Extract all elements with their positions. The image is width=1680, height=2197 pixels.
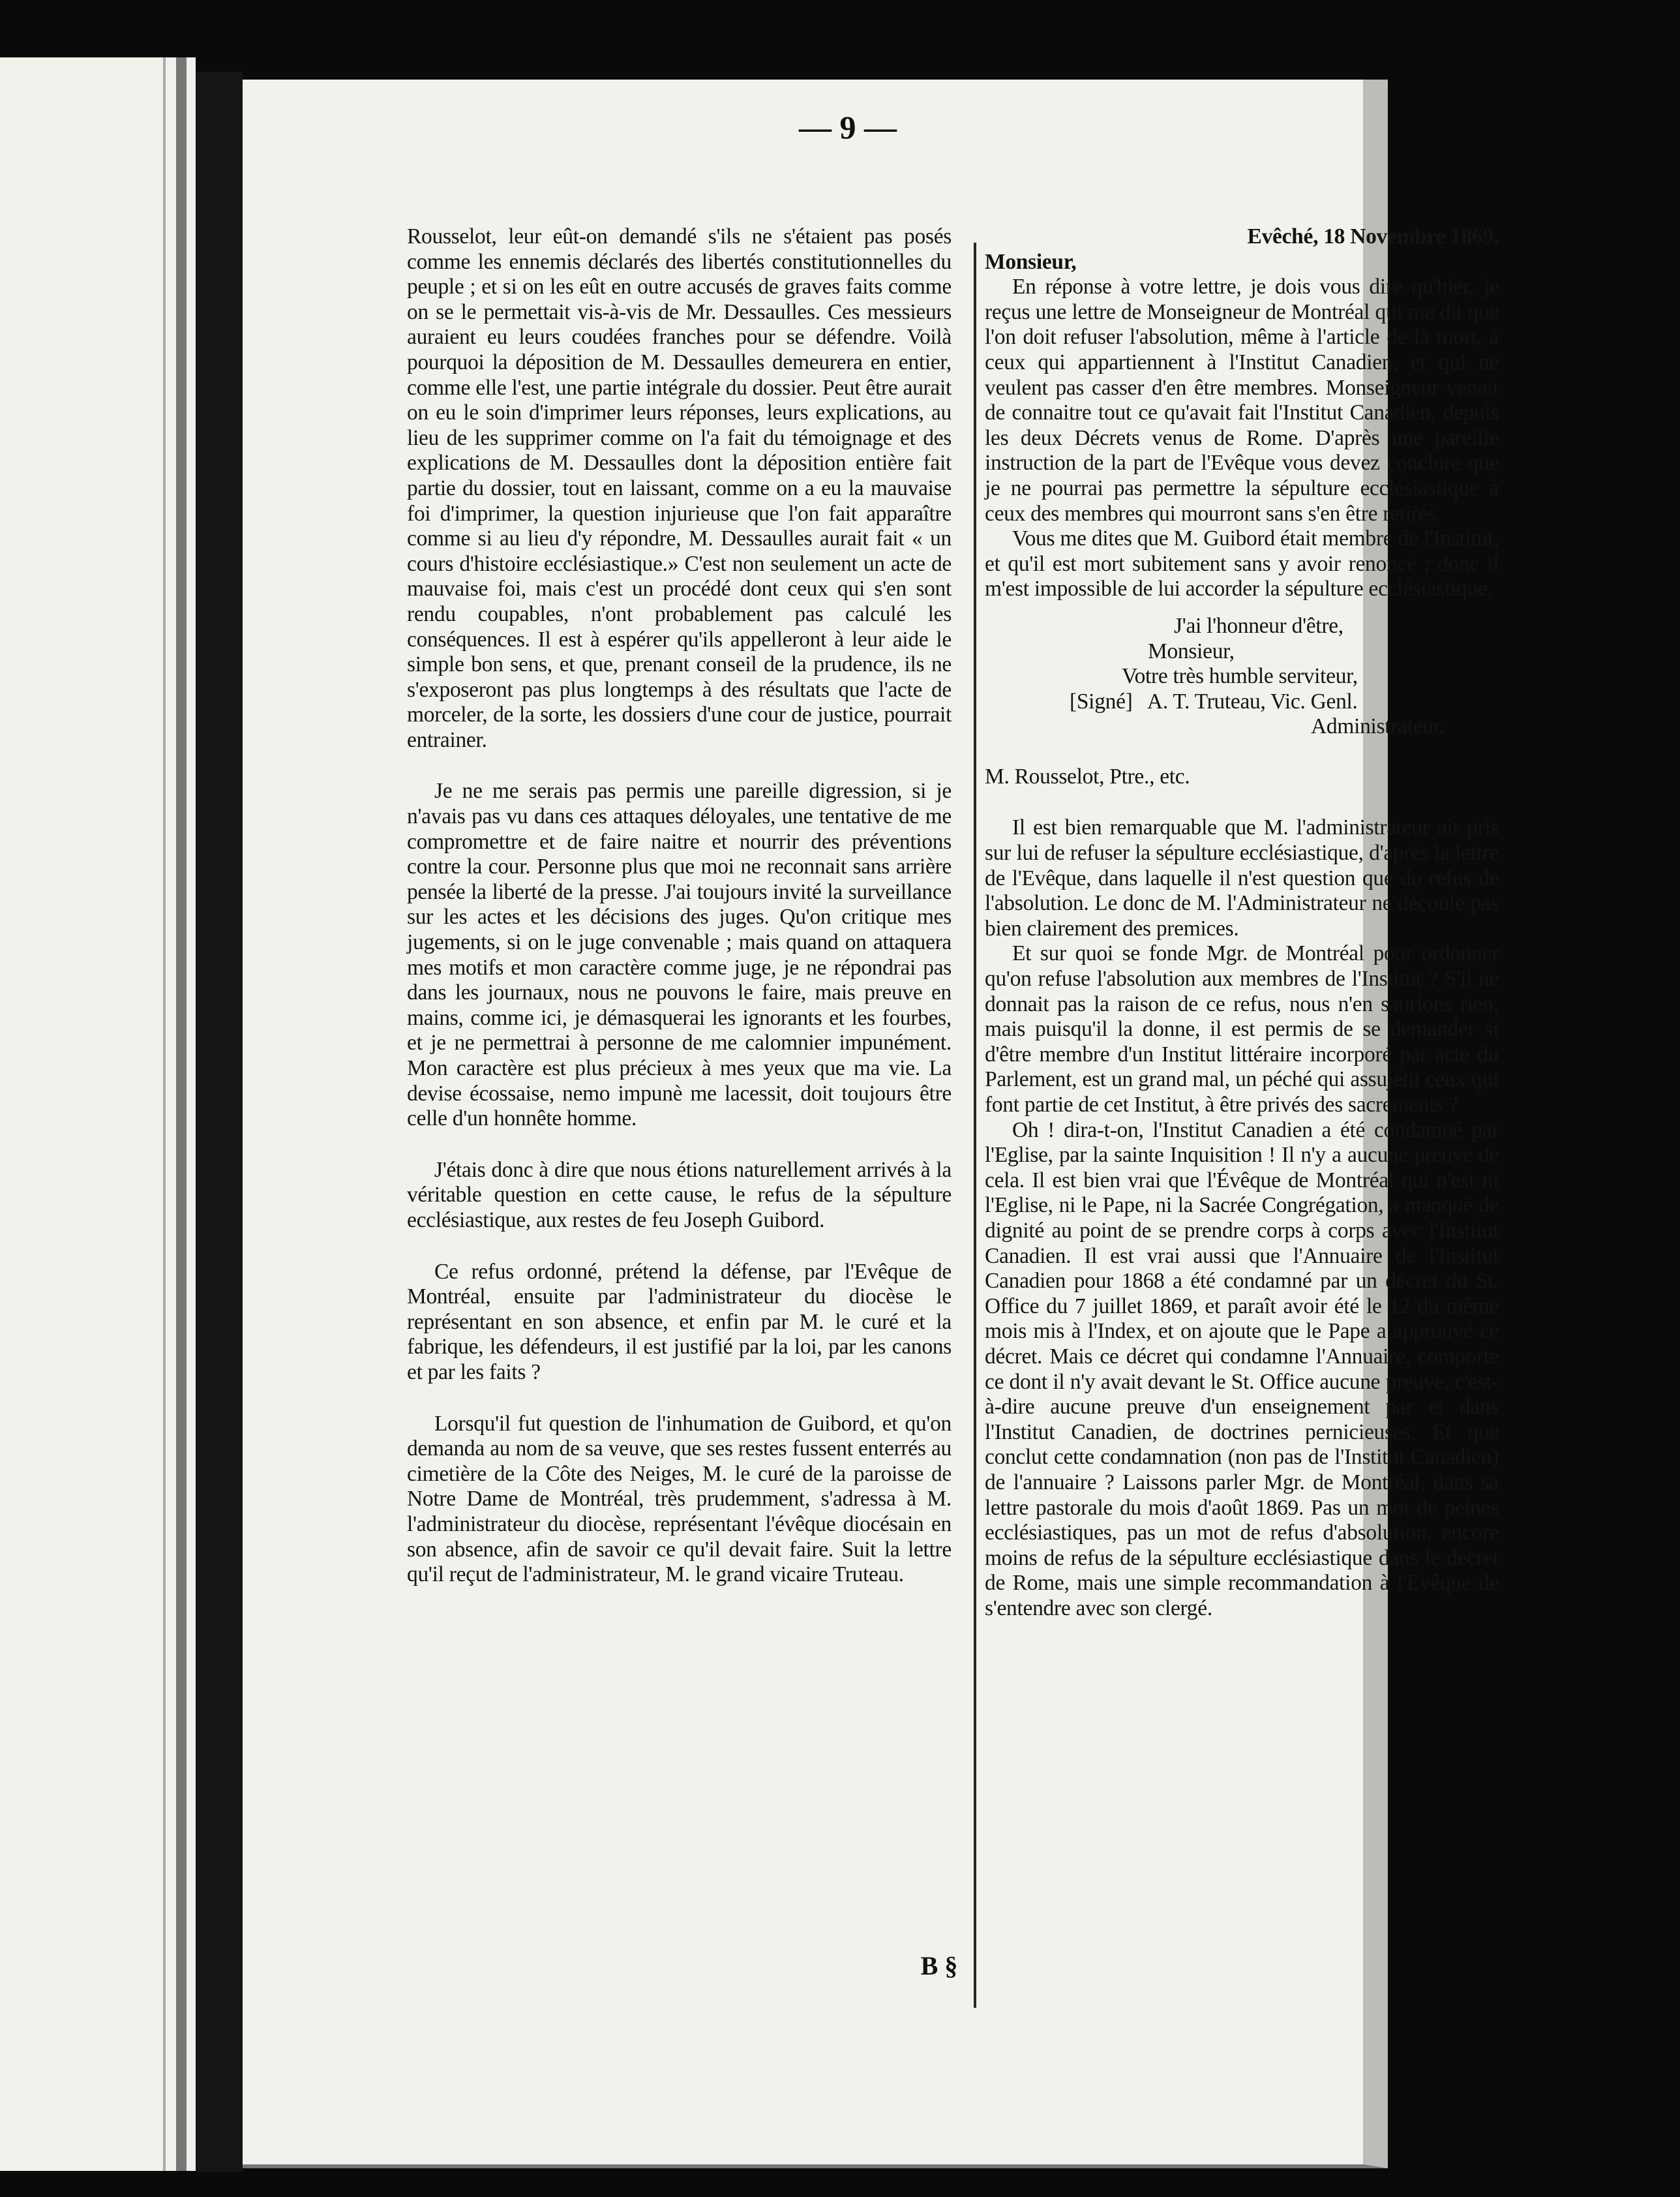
paragraph: Je ne me serais pas permis une pareille digression, si je n'avais pas vu dans ces attaques déloyales, une tentative de me compromettre et de faire naitre et nourrir des préventions contre la cour. Personne plus que moi ne reconnait sans arrière pensée la liberté de la presse. J'ai toujours invité la surveillance sur les actes et les décisions des juges. Qu'on critique mes jugements, si on le juge convenable ; mais quand on attaquera mes motifs et mon caractère comme juge, je ne répondrai pas dans les journaux, nous ne pouvons le faire, mais preuve en mains, comme ici, je démasquerai les ignorants et les fourbes, et je ne permettrai à personne de me calomnier impunément. Mon caractère est plus précieux à mes yeux que ma vie. La devise écossaise, nemo impunè me lacessit, doit toujours être celle d'un honnête homme. [407, 779, 952, 1131]
signed-label: [Signé] [1070, 689, 1133, 714]
paragraph: J'étais donc à dire que nous étions naturellement arrivés à la véritable question en cette cause, le refus de la sépulture ecclésiastique, aux restes de feu Joseph Guibord. [407, 1157, 952, 1232]
letter-addressee: M. Rousselot, Ptre., etc. [985, 764, 1190, 789]
paragraph: Et sur quoi se fonde Mgr. de Montréal pour ordonner qu'on refuse l'absolution aux membres de l'Institut ? S'il ne donnait pas la raison de ce refus, nous n'en saurions rien, mais puisqu'il la donne, il est permis de se demander si d'être membre d'un Institut littéraire incorporé par acte du Parlement, est un grand mal, un péché qui assujétit ceux qui font partie de cet Institut, à être privés des sacrements ? [985, 941, 1499, 1117]
signature-mark: B § [920, 1951, 958, 1980]
letter-closing: Monsieur, [1148, 639, 1235, 663]
letter-paragraph: Vous me dites que M. Guibord était membre de l'Institut, et qu'il est mort subitement sans y avoir renoncé ; donc il m'est impossible de lui accorder la sépulture ecclésiastique. [985, 526, 1499, 601]
paragraph: Oh ! dira-t-on, l'Institut Canadien a été condamné par l'Eglise, par la sainte Inquisition ! Il n'y a aucune preuve de cela. Il est bien vrai que l'Évêque de Montréal qui n'est ni l'Eglise, ni le Pape, ni la Sacrée Congrégation, a manqué de dignité au point de se prendre corps à corps avec l'Institut Canadien. Il est vrai aussi que l'Annuaire de l'Institut Canadien pour 1868 a été condamné par un décret du St. Office du 7 juillet 1869, et paraît avoir été le 12 du même mois mis à l'Index, et on ajoute que le Pape a approuvé ce décret. Mais ce décret qui condamne l'Annuaire, comporte ce dont il n'y avait devant le St. Office aucune preuve, c'est-à-dire aucune preuve d'un enseignement par et dans l'Institut Canadien, de doctrines pernicieuses. Et que conclut cette condamnation (non pas de l'Institut Canadien) de l'annuaire ? Laissons parler Mgr. de Montréal, dans sa lettre pastorale du mois d'août 1869. Pas un mot de peines ecclésiastiques, pas un mot de refus d'absolution, encore moins de refus de la sépulture ecclésiastique dans le décret de Rome, mais une simple recommandation à l'Evêque de s'entendre avec son clergé. [985, 1117, 1499, 1620]
letter-closing: Votre très humble serviteur, [1122, 664, 1358, 689]
book-binding [196, 72, 243, 2172]
paragraph: Rousselot, leur eût-on demandé s'ils ne s'étaient pas posés comme les ennemis déclarés des libertés constitutionnelles du peuple ; et si on les eût en outre accusés de graves faits comme on se le permettait vis-à-vis de Mr. Dessaulles. Ces messieurs auraient eu leurs coudées franches pour se défendre. Voilà pourquoi la déposition de M. Dessaulles demeurera en entier, comme elle l'est, une partie intégrale du dossier. Peut être aurait on eu le soin d'imprimer leurs réponses, leurs explications, au lieu de les supprimer comme on l'a fait du témoignage et des explications de M. Dessaulles dont la déposition entière fait partie du dossier, tout en laissant, comme on a eu la mauvaise foi d'imprimer, la question injurieuse que l'on fait apparaître comme si au lieu d'y répondre, M. Dessaulles aurait fait « un cours d'histoire ecclésiastique.» C'est non seulement un acte de mauvaise foi, mais c'est un procédé dont ceux qui s'en sont rendu coupables, n'ont probablement pas calculé les conséquences. Il est à espérer qu'ils appelleront à leur aide le simple bon sens, et que, prenant conseil de la prudence, ils ne s'exposeront pas plus longtemps à des résultats que l'acte de morceler, de la sorte, les dossiers d'une cour de justice, pourrait entrainer. [407, 224, 952, 752]
paragraph: Lorsqu'il fut question de l'inhumation de Guibord, et qu'on demanda au nom de sa veuve, que ses restes fussent enterrés au cimetière de la Côte des Neiges, M. le curé de la paroisse de Notre Dame de Montréal, très prudemment, s'adressa à M. l'administrateur du diocèse, représentant l'évêque diocésain en son absence, afin de savoir ce qu'il devait faire. Suit la lettre qu'il reçut de l'administrateur, M. le grand vicaire Truteau. [407, 1411, 952, 1587]
letter-salutation: Monsieur, [985, 249, 1077, 274]
facing-page-edge [0, 57, 196, 2171]
page-fold-line [163, 57, 166, 2171]
letter-dateline: Evêché, 18 Novembre 1869. [1247, 224, 1499, 249]
signer-title: Administrateur. [1311, 714, 1445, 739]
paragraph: Ce refus ordonné, prétend la défense, par l'Evêque de Montréal, ensuite par l'administrateur du diocèse le représentant en son absence, et enfin par M. le curé et la fabrique, les défendeurs, il est justifié par la loi, par les canons et par les faits ? [407, 1259, 952, 1384]
left-column [407, 224, 952, 1588]
letter-signature [985, 689, 1499, 715]
column-divider [974, 243, 976, 2008]
signer-name: A. T. Truteau, Vic. Genl. [1147, 689, 1358, 714]
letter-closing: J'ai l'honneur d'être, [1174, 613, 1343, 638]
letter-paragraph: En réponse à votre lettre, je dois vous dire qu'hier, je reçus une lettre de Monseigneur de Montréal qui me dit que l'on doit refuser l'absolution, même à l'article de la mort, à ceux qui appartiennent à l'Institut Canadien, et qui ne veulent pas casser d'en être membres. Monseigneur venait de connaitre tout ce qu'avait fait l'Institut Canadien, depuis les deux Décrets venus de Rome. D'après une pareille instruction de la part de l'Evêque vous devez conclure que je ne pourrai pas permettre la sépulture ecclésiastique à ceux des membres qui mourront sans s'en être retirés [985, 275, 1499, 526]
page-number: — 9 — [799, 109, 897, 145]
right-column [985, 224, 1499, 1621]
page-fold-shadow [176, 57, 187, 2171]
paragraph: Il est bien remarquable que M. l'administrateur ait pris sur lui de refuser la sépulture ecclésiastique, d'après la lettre de l'Evêque, dans laquelle il n'est question que du refus de l'absolution. Le donc de M. l'Administrateur ne découle pas bien clairement des premices. [985, 815, 1499, 941]
